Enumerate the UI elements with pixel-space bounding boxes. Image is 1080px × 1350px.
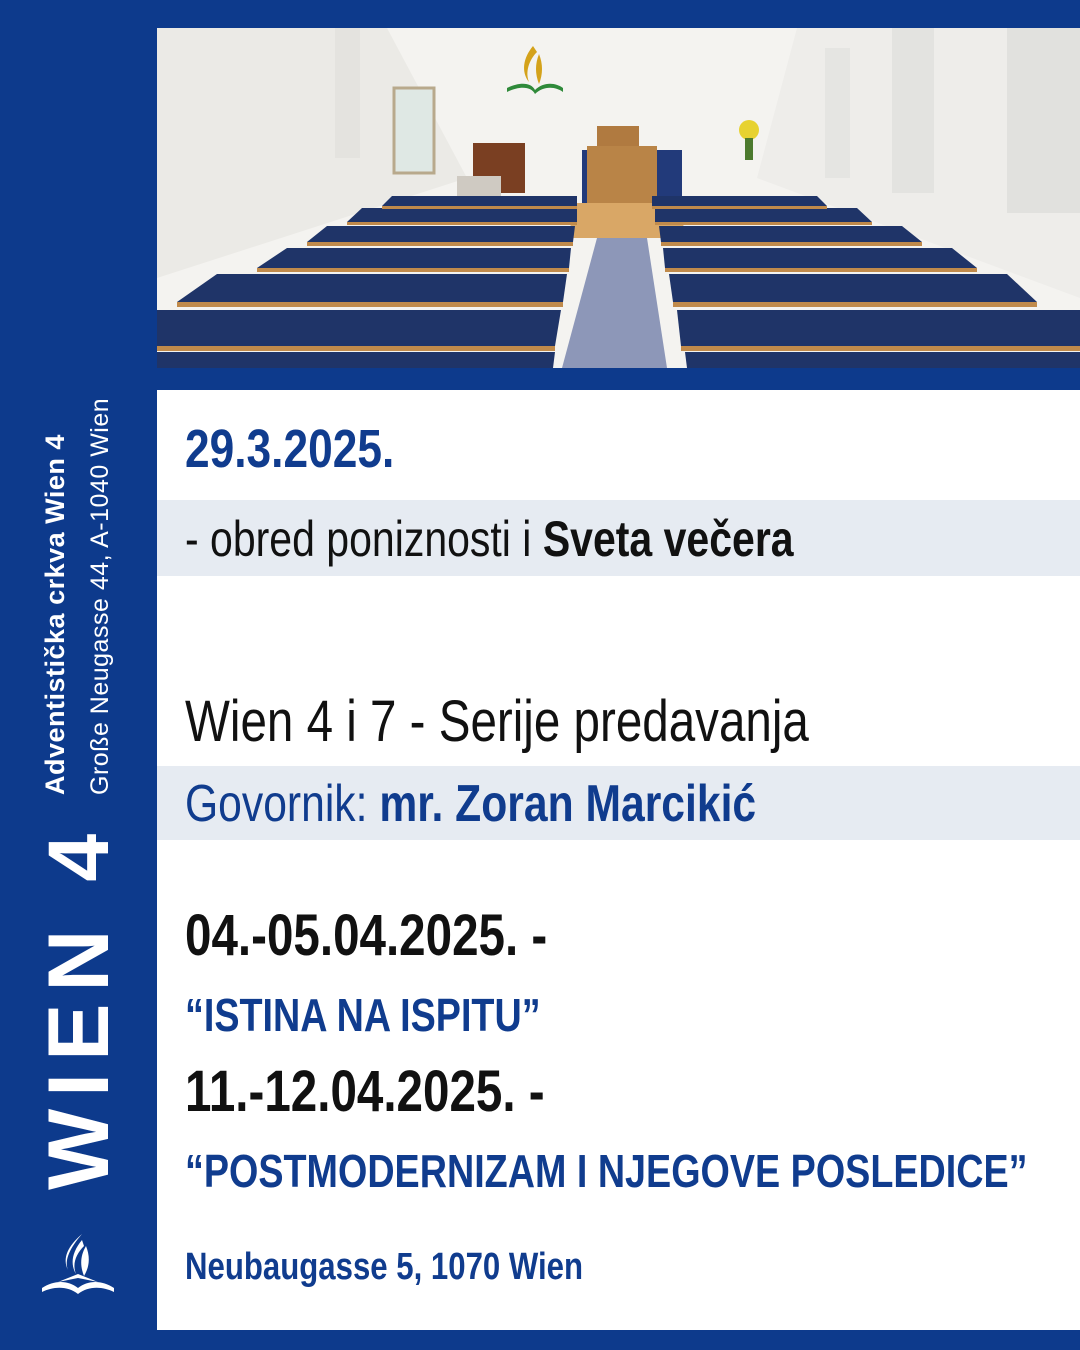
content-panel	[157, 390, 1080, 1330]
event-description: - obred poniznosti i Sveta večera	[185, 511, 794, 567]
session-1-date: 04.-05.04.2025. -	[185, 903, 548, 968]
church-interior-photo	[157, 28, 1080, 368]
side-band	[0, 0, 160, 1350]
series-title: Wien 4 i 7 - Serije predavanja	[185, 689, 809, 754]
event-date: 29.3.2025.	[185, 419, 395, 479]
session-2-title: “POSTMODERNIZAM I NJEGOVE POSLEDICE”	[185, 1145, 1028, 1197]
wien-label: WIEN 4	[31, 821, 127, 1190]
adventist-logo-icon	[38, 1230, 118, 1305]
church-address: Große Neugasse 44, A-1040 Wien	[86, 397, 114, 795]
church-name: Adventistička crkva Wien 4	[40, 434, 70, 795]
session-1-title: “ISTINA NA ISPITU”	[185, 989, 541, 1041]
speaker-line: Govornik: mr. Zoran Marcikić	[185, 775, 757, 833]
venue-address: Neubaugasse 5, 1070 Wien	[185, 1246, 584, 1288]
session-2-date: 11.-12.04.2025. -	[185, 1059, 545, 1124]
